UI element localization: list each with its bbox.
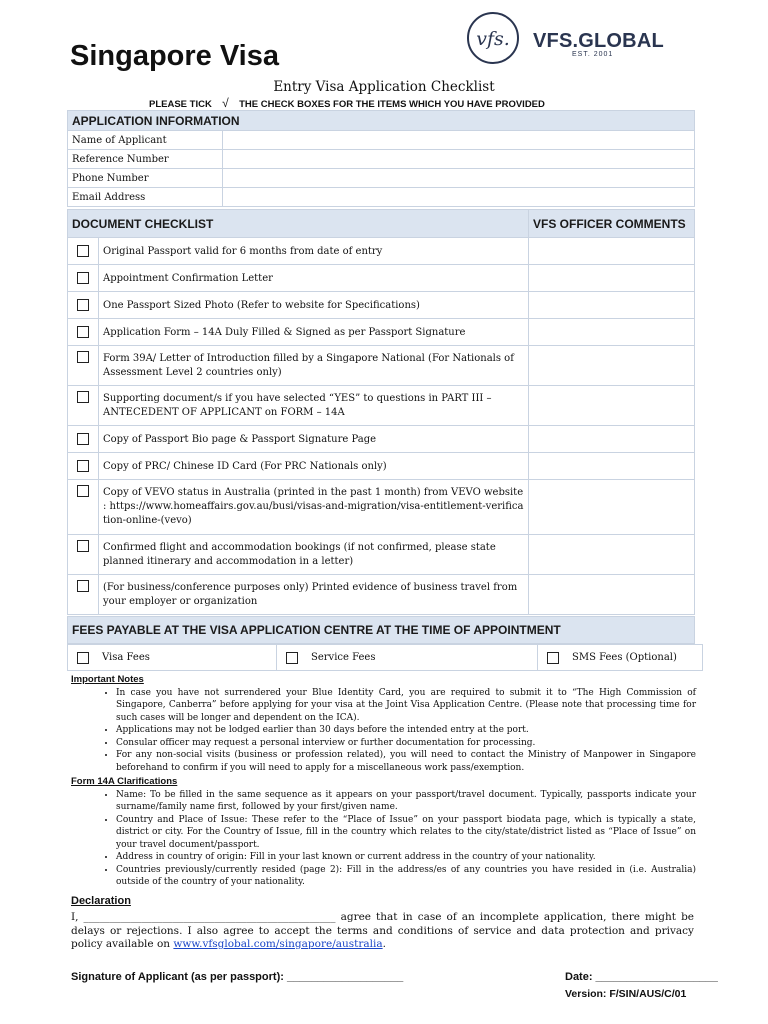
officer-comment-cell[interactable] <box>529 453 695 480</box>
fee-label: SMS Fees (Optional) <box>568 645 703 671</box>
declaration-text <box>71 911 694 952</box>
checklist-item-label: Form 39A/ Letter of Introduction filled by a Singapore National (For Nationals of Assessment Level 2 countries only) <box>99 346 529 386</box>
vfs-logo-est: EST. 2001 <box>572 51 614 58</box>
vfs-logo-name: VFS.GLOBAL <box>533 30 664 52</box>
checkbox-business-evidence[interactable] <box>77 580 89 592</box>
form14a-list <box>71 789 696 889</box>
checkbox-service-fees[interactable] <box>286 652 298 664</box>
checkbox-flight-accommodation[interactable] <box>77 540 89 552</box>
document-checklist-table <box>67 209 695 615</box>
signature-line: Signature of Applicant (as per passport): ___________________ <box>71 971 404 983</box>
document-checklist-heading: DOCUMENT CHECKLIST <box>68 210 529 238</box>
tick-instruction <box>149 96 545 110</box>
vfs-website-link[interactable]: www.vfsglobal.com/singapore/australia <box>173 938 383 950</box>
list-item: • In case you have not surrendered your Blue Identity Card, you are required to submit it to “The High Commission of Singapore, Canberra” before applying for your visa at the Joint Visa Application Centre. (Please note that processing time for such cases will be longer and dependent on the ICA). <box>116 687 696 725</box>
checkbox-prc-id-card[interactable] <box>77 460 89 472</box>
fees-heading: FEES PAYABLE AT THE VISA APPLICATION CENTRE AT THE TIME OF APPOINTMENT <box>68 617 695 644</box>
vfs-logo <box>463 12 525 72</box>
checkbox-original-passport[interactable] <box>77 245 89 257</box>
checkbox-passport-bio-page[interactable] <box>77 433 89 445</box>
checklist-item-label: Confirmed flight and accommodation bookings (if not confirmed, please state planned itinerary and accommodation in a letter) <box>99 535 529 575</box>
check-mark-icon: √ <box>222 96 229 110</box>
logo-mark-text: vfs. <box>476 28 510 50</box>
officer-comment-cell[interactable] <box>529 535 695 575</box>
list-item: • For any non-social visits (business or profession related), you will need to contact the Ministry of Manpower in Singapore beforehand to confirm if you will need to apply for a miscellaneous work pass/exemption. <box>116 749 696 774</box>
checklist-item-label: Supporting document/s if you have selected “YES” to questions in PART III – ANTECEDENT OF APPLICANT on FORM – 14A <box>99 386 529 426</box>
checkbox-appointment-letter[interactable] <box>77 272 89 284</box>
vfs-logo-mark-icon <box>463 12 525 68</box>
declaration-body: I, ________________________________________________ agree that in case of an incomplete application, there might be delays or rejections. I also agree to accept the terms and conditions of service and data protection and privacy policy available on <box>71 911 694 950</box>
checklist-item-label: Copy of PRC/ Chinese ID Card (For PRC Nationals only) <box>99 453 529 480</box>
important-notes-list <box>71 687 696 775</box>
application-info-heading: APPLICATION INFORMATION <box>68 111 695 131</box>
checklist-subtitle: Entry Visa Application Checklist <box>273 79 495 95</box>
officer-comment-cell[interactable] <box>529 480 695 535</box>
checklist-item-label: (For business/conference purposes only) Printed evidence of business travel from your employer or organization <box>99 575 529 615</box>
checkbox-visa-fees[interactable] <box>77 652 89 664</box>
list-item: • Consular officer may request a personal interview or further documentation for processing. <box>116 737 696 750</box>
important-notes <box>71 674 696 889</box>
email-address-field[interactable] <box>223 188 695 207</box>
field-label-phone: Phone Number <box>68 169 223 188</box>
name-of-applicant-field[interactable] <box>223 131 695 150</box>
tick-instruction-prefix: PLEASE TICK <box>149 99 212 110</box>
fee-label: Visa Fees <box>98 645 277 671</box>
checklist-item-label: Appointment Confirmation Letter <box>99 265 529 292</box>
officer-comment-cell[interactable] <box>529 386 695 426</box>
checklist-item-label: Original Passport valid for 6 months from date of entry <box>99 238 529 265</box>
officer-comment-cell[interactable] <box>529 292 695 319</box>
field-label-name: Name of Applicant <box>68 131 223 150</box>
important-notes-heading: Important Notes <box>71 674 144 685</box>
checkbox-supporting-documents[interactable] <box>77 391 89 403</box>
fees-table <box>67 644 703 671</box>
officer-comment-cell[interactable] <box>529 265 695 292</box>
officer-comment-cell[interactable] <box>529 346 695 386</box>
list-item: • Countries previously/currently resided (page 2): Fill in the address/es of any countries you have resided in (i.e. Australia) outside of the country of your nationality. <box>116 864 696 889</box>
checklist-item-label: Copy of Passport Bio page & Passport Signature Page <box>99 426 529 453</box>
reference-number-field[interactable] <box>223 150 695 169</box>
list-item: • Country and Place of Issue: These refer to the “Place of Issue” on your passport biodata page, which is typically a state, district or city. For the Country of Issue, fill in the country which relates to the city/state/district listed as “Place of Issue” on your travel document/passport. <box>116 814 696 852</box>
fees-heading-table <box>67 616 695 644</box>
list-item: • Name: To be filled in the same sequence as it appears on your passport/travel document. Typically, passports indicate your surname/family name first, followed by your first/given name. <box>116 789 696 814</box>
checkbox-sms-fees[interactable] <box>547 652 559 664</box>
field-label-reference: Reference Number <box>68 150 223 169</box>
officer-comment-cell[interactable] <box>529 238 695 265</box>
fee-label: Service Fees <box>307 645 538 671</box>
checkbox-form-39a[interactable] <box>77 351 89 363</box>
officer-comment-cell[interactable] <box>529 426 695 453</box>
date-line: Date: ____________________ <box>565 971 718 983</box>
checkbox-vevo-status[interactable] <box>77 485 89 497</box>
checklist-item-label: One Passport Sized Photo (Refer to website for Specifications) <box>99 292 529 319</box>
checkbox-passport-photo[interactable] <box>77 299 89 311</box>
declaration-heading: Declaration <box>71 895 131 907</box>
phone-number-field[interactable] <box>223 169 695 188</box>
list-item: • Address in country of origin: Fill in your last known or current address in the country of your nationality. <box>116 851 696 864</box>
declaration-end: . <box>382 938 386 950</box>
tick-instruction-suffix: THE CHECK BOXES FOR THE ITEMS WHICH YOU HAVE PROVIDED <box>239 99 545 110</box>
checklist-item-label: Application Form – 14A Duly Filled & Signed as per Passport Signature <box>99 319 529 346</box>
checkbox-application-form[interactable] <box>77 326 89 338</box>
officer-comments-heading: VFS OFFICER COMMENTS <box>529 210 695 238</box>
version-label: Version: F/SIN/AUS/C/01 <box>565 988 687 1000</box>
checklist-item-label: Copy of VEVO status in Australia (printed in the past 1 month) from VEVO website : https://www.homeaffairs.gov.au/busi/visas-and-migration/visa-entitlement-verification-online-(vevo) <box>99 480 529 535</box>
application-info-table <box>67 110 695 207</box>
field-label-email: Email Address <box>68 188 223 207</box>
list-item: • Applications may not be lodged earlier than 30 days before the intended entry at the port. <box>116 724 696 737</box>
officer-comment-cell[interactable] <box>529 575 695 615</box>
page-title: Singapore Visa <box>70 40 279 72</box>
form14a-heading: Form 14A Clarifications <box>71 776 178 787</box>
officer-comment-cell[interactable] <box>529 319 695 346</box>
